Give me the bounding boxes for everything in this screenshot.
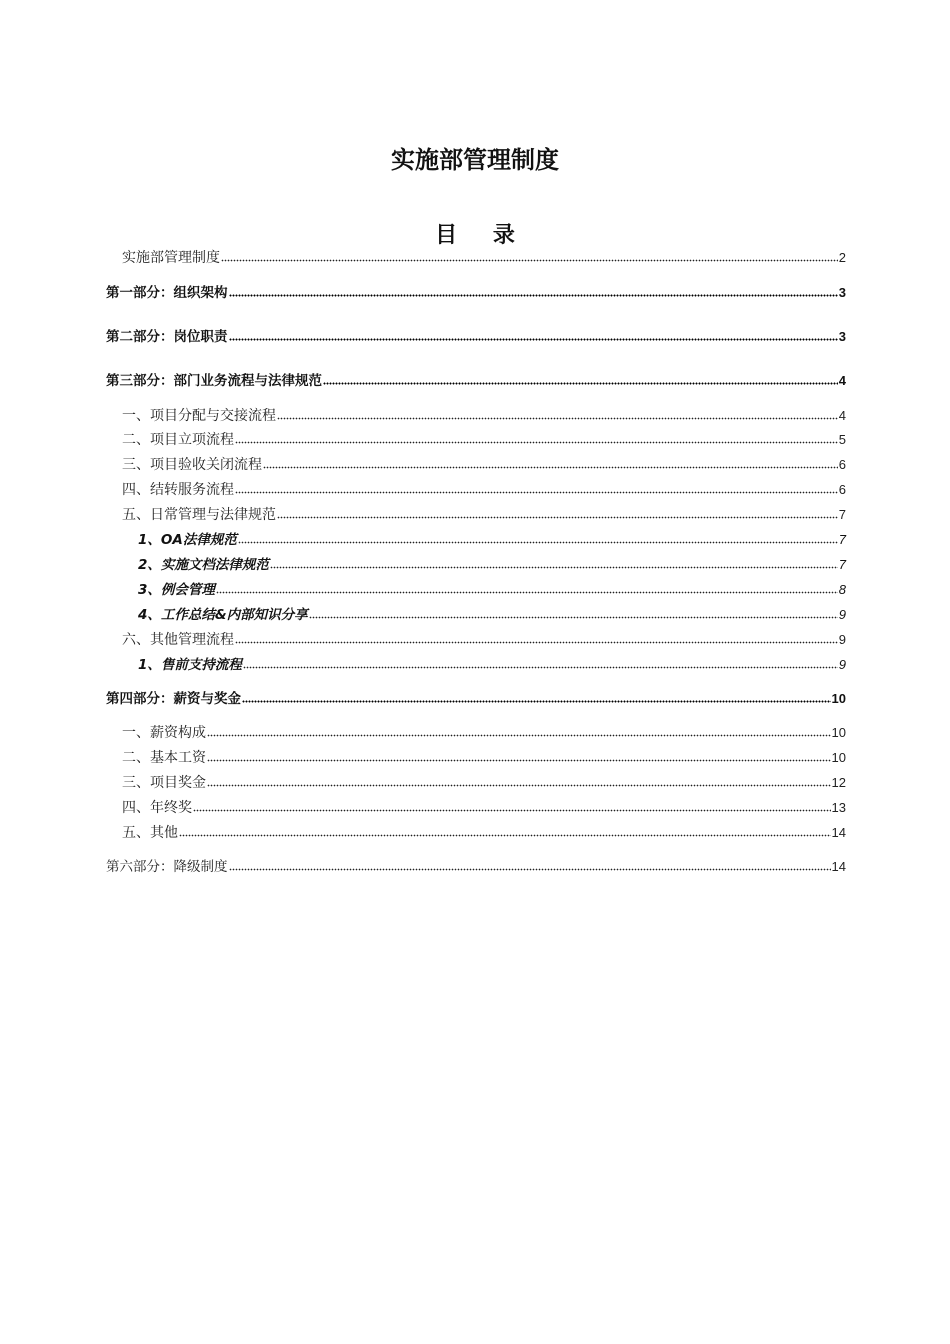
toc-leader-dots (207, 774, 831, 787)
toc-leader-dots (309, 606, 838, 619)
toc-entry[interactable] (138, 556, 846, 574)
toc-entry-title: 1、OA法律规范 (138, 532, 237, 548)
toc-leader-dots (238, 531, 838, 544)
toc-entry-page: 10 (831, 750, 846, 765)
toc-entry[interactable] (122, 506, 846, 524)
toc-leader-dots (207, 724, 831, 737)
toc-entry-page: 6 (838, 482, 846, 497)
toc-entry-page: 7 (838, 532, 846, 547)
toc-entry[interactable] (106, 328, 846, 346)
toc-entry[interactable] (138, 581, 846, 599)
toc-entry[interactable] (122, 249, 846, 267)
toc-entry-title: 一、项目分配与交接流程 (122, 408, 276, 424)
toc-leader-dots (270, 556, 838, 569)
toc-entry[interactable] (122, 456, 846, 474)
toc-leader-dots (229, 284, 838, 297)
toc-entry-page: 14 (831, 825, 846, 840)
toc-entry[interactable] (122, 799, 846, 817)
toc-leader-dots (179, 824, 831, 837)
toc-leader-dots (277, 506, 838, 519)
toc-entry[interactable] (138, 606, 846, 624)
toc-leader-dots (242, 690, 831, 703)
toc-entry[interactable] (106, 284, 846, 302)
toc-entry-title: 第二部分：岗位职责 (106, 329, 228, 345)
toc-entry-page: 5 (838, 432, 846, 447)
toc-leader-dots (193, 799, 831, 812)
toc-entry-title: 三、项目奖金 (122, 775, 206, 791)
toc-entry[interactable] (122, 481, 846, 499)
toc-entry[interactable] (122, 631, 846, 649)
toc-entry[interactable] (122, 431, 846, 449)
toc-entry[interactable] (122, 407, 846, 425)
toc-entry[interactable] (138, 656, 846, 674)
toc-entry-title: 六、其他管理流程 (122, 632, 234, 648)
toc-entry-title: 一、薪资构成 (122, 725, 206, 741)
toc-leader-dots (229, 328, 838, 341)
toc-entry-page: 10 (831, 691, 846, 706)
toc-entry-page: 12 (831, 775, 846, 790)
toc-entry-page: 9 (838, 657, 846, 672)
toc-entry-title: 二、项目立项流程 (122, 432, 234, 448)
toc-leader-dots (243, 656, 838, 669)
toc-entry-page: 10 (831, 725, 846, 740)
toc-leader-dots (235, 431, 838, 444)
toc-leader-dots (229, 858, 831, 871)
toc-leader-dots (216, 581, 838, 594)
toc-entry-title: 第四部分：薪资与奖金 (106, 691, 241, 707)
toc-entry[interactable] (106, 858, 846, 876)
toc-entry-page: 3 (838, 285, 846, 300)
toc-entry-title: 第一部分：组织架构 (106, 285, 228, 301)
toc-entry-title: 五、其他 (122, 825, 178, 841)
toc-entry-title: 2、实施文档法律规范 (138, 557, 269, 573)
toc-entry-page: 9 (838, 632, 846, 647)
document-title: 实施部管理制度 (391, 145, 559, 174)
toc-entry-page: 14 (831, 859, 846, 874)
toc-leader-dots (235, 631, 838, 644)
toc-entry-title: 4、工作总结&内部知识分享 (138, 607, 308, 623)
toc-entry[interactable] (122, 774, 846, 792)
toc-leader-dots (221, 249, 838, 262)
toc-entry-title: 实施部管理制度 (122, 250, 220, 266)
toc-entry-title: 1、售前支持流程 (138, 657, 242, 673)
toc-leader-dots (207, 749, 831, 762)
toc-entry-title: 四、年终奖 (122, 800, 192, 816)
toc-leader-dots (263, 456, 838, 469)
toc-entry-title: 五、日常管理与法律规范 (122, 507, 276, 523)
toc-entry-title: 第三部分：部门业务流程与法律规范 (106, 373, 322, 389)
toc-leader-dots (235, 481, 838, 494)
toc-entry-title: 3、例会管理 (138, 582, 215, 598)
toc-entry-title: 三、项目验收关闭流程 (122, 457, 262, 473)
toc-entry-page: 8 (838, 582, 846, 597)
toc-entry[interactable] (138, 531, 846, 549)
toc-entry-page: 4 (838, 408, 846, 423)
toc-entry[interactable] (122, 824, 846, 842)
toc-entry[interactable] (122, 724, 846, 742)
toc-entry[interactable] (106, 372, 846, 390)
toc-entry-page: 9 (838, 607, 846, 622)
toc-entry-page: 2 (838, 250, 846, 265)
toc-entry-page: 3 (838, 329, 846, 344)
toc-entry[interactable] (122, 749, 846, 767)
toc-heading: 目 录 (435, 222, 529, 248)
toc-leader-dots (323, 372, 838, 385)
toc-entry-title: 四、结转服务流程 (122, 482, 234, 498)
toc-entry[interactable] (106, 690, 846, 708)
toc-entry-title: 二、基本工资 (122, 750, 206, 766)
toc-entry-page: 13 (831, 800, 846, 815)
toc-entry-page: 6 (838, 457, 846, 472)
toc-entry-page: 7 (838, 507, 846, 522)
toc-entry-title: 第六部分：降级制度 (106, 859, 228, 875)
toc-entry-page: 4 (838, 373, 846, 388)
toc-leader-dots (277, 407, 838, 420)
toc-entry-page: 7 (838, 557, 846, 572)
